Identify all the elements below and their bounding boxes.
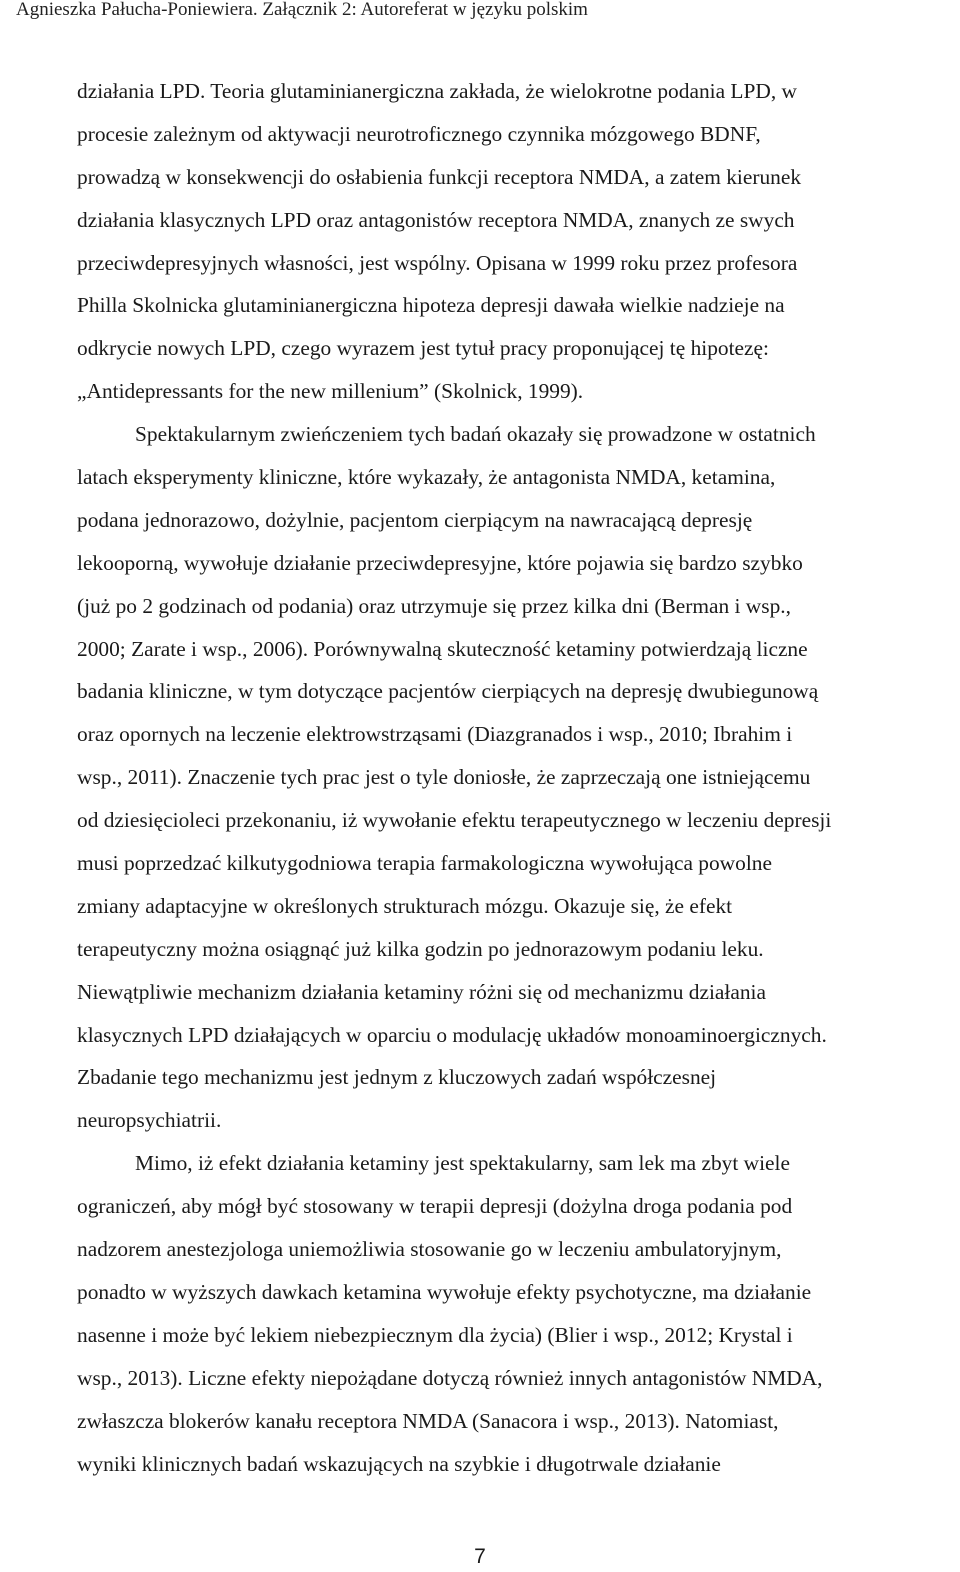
text-line: nasenne i może być lekiem niebezpiecznym dla życia) (Blier i wsp., 2012; Krystal i [77,1322,793,1347]
text-line: 2000; Zarate i wsp., 2006). Porównywalną skuteczność ketaminy potwierdzają liczne [77,636,808,661]
text-line: Spektakularnym zwieńczeniem tych badań okazały się prowadzone w ostatnich [135,422,816,447]
text-line: ograniczeń, aby mógł być stosowany w terapii depresji (dożylna droga podania pod [77,1194,793,1219]
text-line: wsp., 2011). Znaczenie tych prac jest o tyle doniosłe, że zaprzeczają one istniejącemu [77,765,811,790]
text-line: neuropsychiatrii. [77,1108,222,1133]
text-line: badania kliniczne, w tym dotyczące pacjentów cierpiących na depresję dwubiegunową [77,679,819,704]
text-line: od dziesięcioleci przekonaniu, iż wywołanie efektu terapeutycznego w leczeniu depresji [77,808,832,833]
body-text [77,70,959,1485]
text-line: zwłaszcza blokerów kanału receptora NMDA (Sanacora i wsp., 2013). Natomiast, [77,1408,779,1433]
text-line: procesie zależnym od aktywacji neurotroficznego czynnika mózgowego BDNF, [77,121,761,146]
text-line: Zbadanie tego mechanizmu jest jednym z kluczowych zadań współczesnej [77,1065,717,1090]
text-line: wsp., 2013). Liczne efekty niepożądane dotyczą również innych antagonistów NMDA, [77,1365,823,1390]
running-header: Agnieszka Pałucha-Poniewiera. Załącznik 2: Autoreferat w języku polskim [16,0,588,20]
text-line: przeciwdepresyjnych własności, jest wspólny. Opisana w 1999 roku przez profesora [77,250,798,275]
text-line: ponadto w wyższych dawkach ketamina wywołuje efekty psychotyczne, ma działanie [77,1279,812,1304]
text-line: latach eksperymenty kliniczne, które wykazały, że antagonista NMDA, ketamina, [77,465,776,490]
text-line: działania klasycznych LPD oraz antagonistów receptora NMDA, znanych ze swych [77,207,795,232]
text-line: odkrycie nowych LPD, czego wyrazem jest tytuł pracy proponującej tę hipotezę: [77,336,769,361]
text-line: Philla Skolnicka glutaminianergiczna hipoteza depresji dawała wielkie nadzieje na [77,293,785,318]
text-line: Niewątpliwie mechanizm działania ketaminy różni się od mechanizmu działania [77,979,766,1004]
text-line: nadzorem anestezjologa uniemożliwia stosowanie go w leczeniu ambulatoryjnym, [77,1237,782,1262]
text-line: działania LPD. Teoria glutaminianergiczna zakłada, że wielokrotne podania LPD, w [77,79,797,103]
text-line: „Antidepressants for the new millenium” (Skolnick, 1999). [77,379,584,404]
page-number: 7 [474,1545,486,1568]
text-line: podana jednorazowo, dożylnie, pacjentom cierpiącym na nawracającą depresję [77,507,753,532]
text-line: lekooporną, wywołuje działanie przeciwdepresyjne, które pojawia się bardzo szybko [77,550,803,575]
text-line: musi poprzedzać kilkutygodniowa terapia farmakologiczna wywołująca powolne [77,851,772,876]
text-line: wyniki klinicznych badań wskazujących na szybkie i długotrwale działanie [77,1451,721,1476]
text-line: (już po 2 godzinach od podania) oraz utrzymuje się przez kilka dni (Berman i wsp., [77,593,791,618]
text-line: zmiany adaptacyjne w określonych strukturach mózgu. Okazuje się, że efekt [77,893,733,918]
text-line: klasycznych LPD działających w oparciu o modulację układów monoaminoergicznych. [77,1022,827,1047]
text-line: prowadzą w konsekwencji do osłabienia funkcji receptora NMDA, a zatem kierunek [77,164,802,189]
text-line: oraz opornych na leczenie elektrowstrząsami (Diazgranados i wsp., 2010; Ibrahim i [77,722,793,747]
text-line: Mimo, iż efekt działania ketaminy jest spektakularny, sam lek ma zbyt wiele [135,1151,790,1176]
text-line: terapeutyczny można osiągnąć już kilka godzin po jednorazowym podaniu leku. [77,936,764,961]
